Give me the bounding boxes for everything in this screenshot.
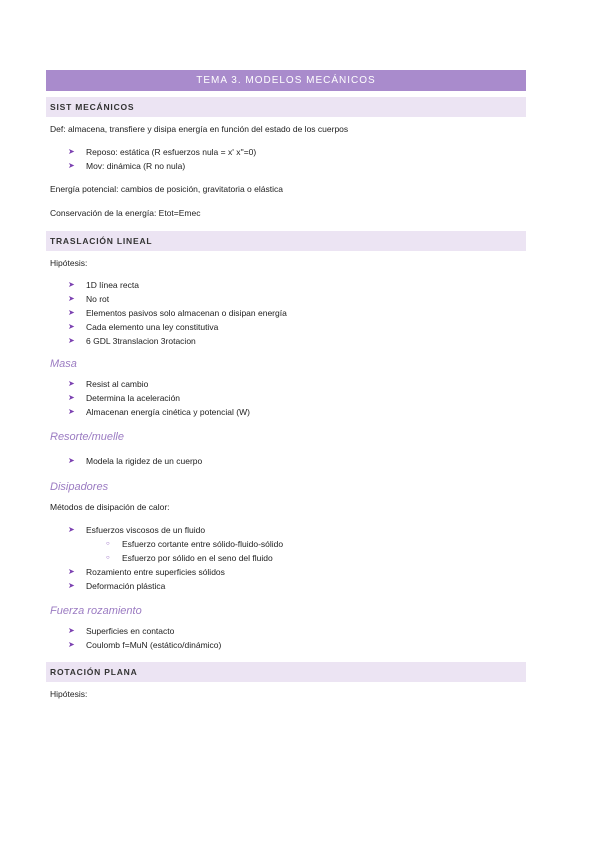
subheading-resorte: Resorte/muelle [50,431,124,443]
arrowhead-right-icon: ➤ [68,379,75,388]
section-heading-traslacion: TRASLACIÓN LINEAL [46,231,526,251]
circle-bullet-icon: ○ [106,541,110,547]
list-item: ➤ Elementos pasivos solo almacenan o disipan energía [68,308,287,318]
fuerza-list [46,624,526,652]
arrowhead-right-icon: ➤ [68,456,75,465]
hipotesis-label-rotacion: Hipótesis: [50,689,88,699]
definition-text: Def: almacena, transfiere y disipa energía en función del estado de los cuerpos [50,124,349,134]
list-item: ➤ Coulomb f=MuN (estático/dinámico) [68,640,222,650]
traslacion-list [46,278,526,348]
section-heading-rotacion: ROTACIÓN PLANA [46,662,526,682]
arrowhead-right-icon: ➤ [68,336,75,345]
arrowhead-right-icon: ➤ [68,161,75,170]
list-item: ➤ Esfuerzos viscosos de un fluido [68,525,206,535]
energia-potencial-text: Energía potencial: cambios de posición, gravitatoria o elástica [50,184,283,194]
arrowhead-right-icon: ➤ [68,322,75,331]
list-item: ➤ Modela la rigidez de un cuerpo [68,456,203,466]
list-item: ➤ Determina la aceleración [68,393,181,403]
list-item: ➤ No rot [68,294,110,304]
sist-list [46,145,526,173]
list-item: ○ Esfuerzo por sólido en el seno del fluido [106,553,273,563]
list-item: ○ Esfuerzo cortante entre sólido-fluido-sólido [106,539,284,549]
disipadores-list [46,523,526,537]
list-item: ➤ Reposo: estática (R esfuerzos nula = x' x''=0) [68,147,257,157]
circle-bullet-icon: ○ [106,555,110,561]
disipadores-sublist [46,537,526,565]
arrowhead-right-icon: ➤ [68,581,75,590]
arrowhead-right-icon: ➤ [68,294,75,303]
subheading-disipadores: Disipadores [50,481,109,493]
disipadores-list-rest [46,565,526,593]
hipotesis-label: Hipótesis: [50,258,88,268]
list-item: ➤ Almacenan energía cinética y potencial (W) [68,407,250,417]
document-page [46,70,526,700]
list-item: ➤ Deformación plástica [68,581,166,591]
resorte-list [46,454,526,468]
list-item: ➤ 6 GDL 3translacion 3rotacion [68,336,196,346]
arrowhead-right-icon: ➤ [68,393,75,402]
arrowhead-right-icon: ➤ [68,280,75,289]
list-item: ➤ Rozamiento entre superficies sólidos [68,567,225,577]
arrowhead-right-icon: ➤ [68,525,75,534]
metodos-label: Métodos de disipación de calor: [50,502,170,512]
list-item: ➤ Cada elemento una ley constitutiva [68,322,219,332]
list-item: ➤ 1D línea recta [68,280,139,290]
arrowhead-right-icon: ➤ [68,640,75,649]
section-heading-sist: SIST MECÁNICOS [46,97,526,117]
arrowhead-right-icon: ➤ [68,147,75,156]
list-item: ➤ Mov: dinámica (R no nula) [68,161,186,171]
subheading-masa: Masa [50,358,77,370]
list-item: ➤ Superficies en contacto [68,626,175,636]
arrowhead-right-icon: ➤ [68,308,75,317]
arrowhead-right-icon: ➤ [68,407,75,416]
arrowhead-right-icon: ➤ [68,626,75,635]
list-item: ➤ Resist al cambio [68,379,149,389]
conservacion-text: Conservación de la energía: Etot=Emec [50,208,201,218]
arrowhead-right-icon: ➤ [68,567,75,576]
page-title: TEMA 3. MODELOS MECÁNICOS [46,70,526,91]
masa-list [46,377,526,419]
subheading-fuerza-rozamiento: Fuerza rozamiento [50,605,142,617]
